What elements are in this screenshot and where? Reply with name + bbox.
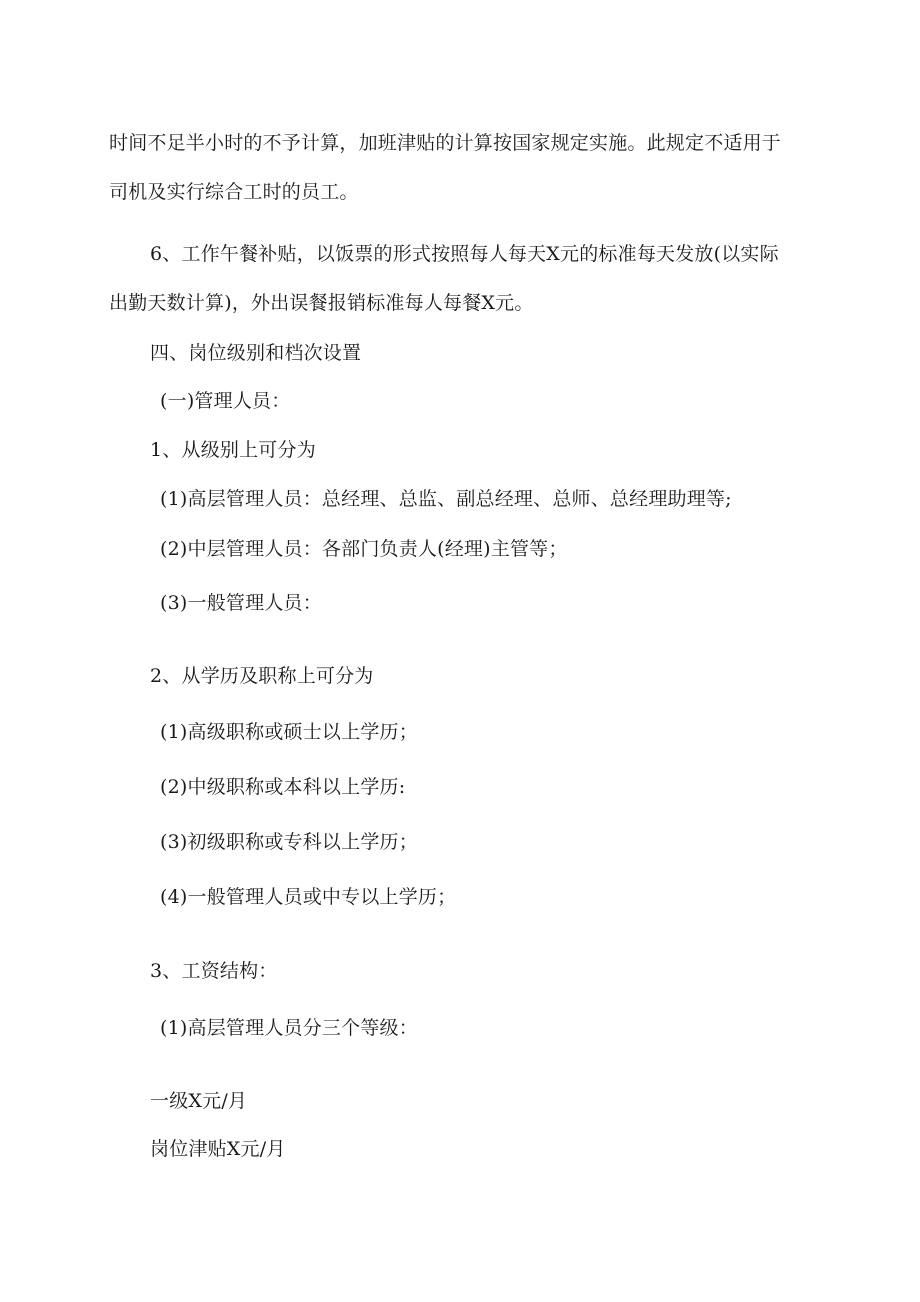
list-heading-by-education: 2、从学历及职称上可分为: [150, 665, 374, 687]
paragraph-overtime-line-2: 司机及实行综合工时的员工。: [109, 181, 359, 203]
list-item-senior-management: (1)高层管理人员：总经理、总监、副总经理、总师、总经理助理等;: [160, 488, 732, 510]
subsection-heading-management: (一)管理人员：: [160, 390, 291, 412]
list-heading-salary-structure: 3、工资结构：: [150, 960, 278, 982]
list-item-senior-grades: (1)高层管理人员分三个等级：: [160, 1017, 418, 1039]
salary-position-allowance: 岗位津贴X元/月: [150, 1138, 286, 1160]
list-item-middle-management: (2)中层管理人员：各部门负责人(经理)主管等；: [160, 538, 568, 560]
salary-grade-one: 一级X元/月: [150, 1090, 248, 1112]
list-item-intermediate-title: (2)中级职称或本科以上学历:: [160, 776, 406, 798]
section-heading-positions: 四、岗位级别和档次设置: [150, 342, 362, 364]
list-item-junior-title: (3)初级职称或专科以上学历；: [160, 831, 418, 853]
list-item-general-staff: (4)一般管理人员或中专以上学历；: [160, 886, 457, 908]
paragraph-lunch-subsidy-line-2: 出勤天数计算)，外出误餐报销标准每人每餐X元。: [109, 292, 534, 314]
list-item-general-management: (3)一般管理人员：: [160, 592, 322, 614]
list-item-senior-title: (1)高级职称或硕士以上学历；: [160, 721, 418, 743]
paragraph-overtime-line-1: 时间不足半小时的不予计算，加班津贴的计算按国家规定实施。此规定不适用于: [109, 132, 782, 154]
paragraph-lunch-subsidy-line-1: 6、工作午餐补贴，以饭票的形式按照每人每天X元的标准每天发放(以实际: [150, 243, 779, 265]
list-heading-by-level: 1、从级别上可分为: [150, 439, 316, 461]
